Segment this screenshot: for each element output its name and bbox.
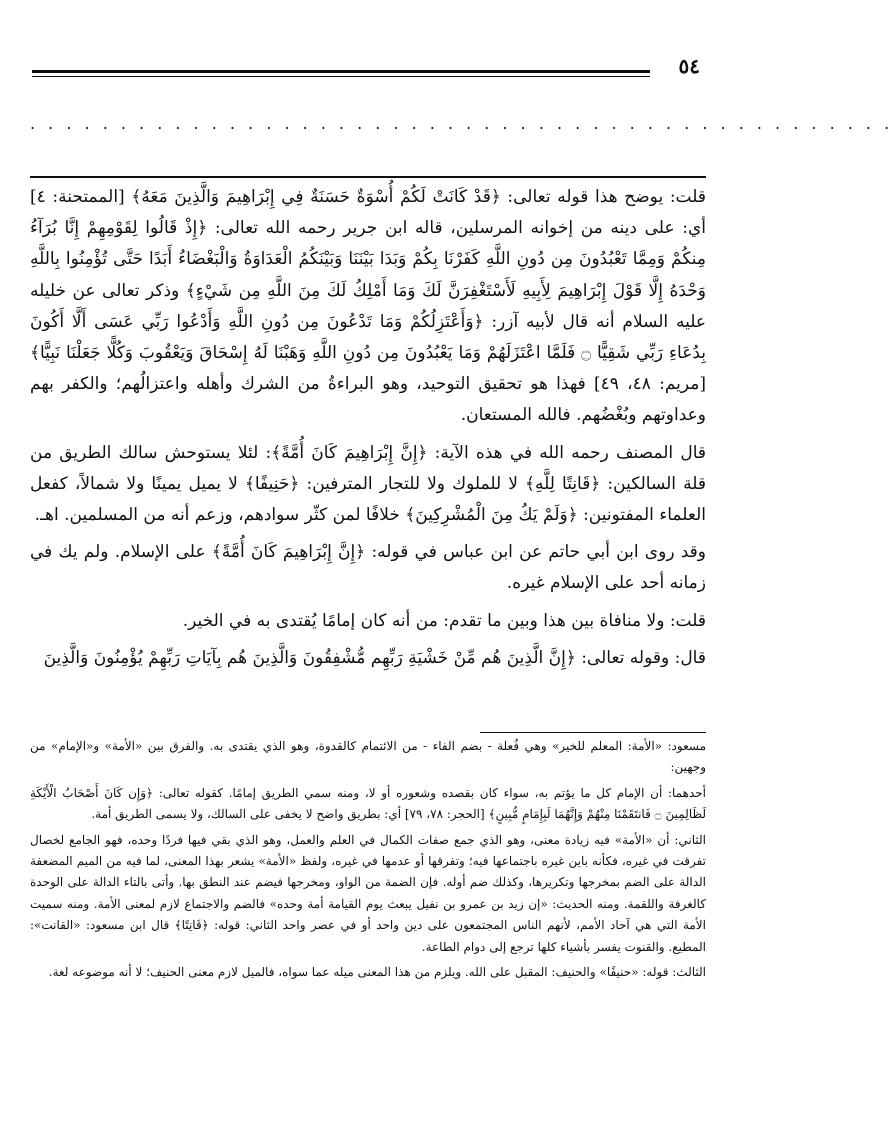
paragraph: وقد روى ابن أبي حاتم عن ابن عباس في قوله: ﴿إِنَّ إِبْرَاهِيمَ كَانَ أُمَّةً﴾ على الإسلام. ولم يك في زمانه أحد على الإسلام غيره. (30, 542, 706, 594)
page-number: ٥٤ (678, 54, 700, 78)
paragraph: قلت: ولا منافاة بين هذا وبين ما تقدم: من أنه كان إمامًا يُقتدى به في الخير. (182, 610, 706, 631)
footnote: الثالث: قوله: «حنيفًا» والحنيف: المقبل على الله. ويلزم من هذا المعنى ميله عما سواه، فالميل لازم معنى الحنيف؛ لا أنه موضوعه لغة. (48, 965, 706, 980)
paragraph: قلت: يوضح هذا قوله تعالى: ﴿قَدْ كَانَتْ لَكُمْ أُسْوَةٌ حَسَنَةٌ فِي إِبْرَاهِيمَ وَالَّذِينَ مَعَهُ﴾ [الممتحنة: ٤] أي: على دينه من إخوانه المرسلين، قاله ابن جرير رحمه الله تعالى: ﴿إِذْ قَالُوا لِقَوْمِهِمْ إِنَّا بُرَآءُ مِنكُمْ وَمِمَّا تَعْبُدُونَ مِن دُونِ اللَّهِ كَفَرْنَا بِكُمْ وَبَدَا بَيْنَنَا وَبَيْنَكُمُ الْعَدَاوَةُ وَالْبَغْضَاءُ أَبَدًا حَتَّى تُؤْمِنُوا بِاللَّهِ وَحْدَهُ إِلَّا قَوْلَ إِبْرَاهِيمَ لِأَبِيهِ لَأَسْتَغْفِرَنَّ لَكَ وَمَا أَمْلِكُ لَكَ مِنَ اللَّهِ مِن شَيْءٍ﴾ وذكر تعالى عن خليله عليه السلام أنه قال لأبيه آزر: ﴿وَأَعْتَزِلُكُمْ وَمَا تَدْعُونَ مِن دُونِ اللَّهِ وَأَدْعُوا رَبِّي عَسَى أَلَّا أَكُونَ بِدُعَاءِ رَبِّي شَقِيًّا ۝ فَلَمَّا اعْتَزَلَهُمْ وَمَا يَعْبُدُونَ مِن دُونِ اللَّهِ وَهَبْنَا لَهُ إِسْحَاقَ وَيَعْقُوبَ وَكُلًّا جَعَلْنَا نَبِيًّا﴾ [مريم: ٤٨، ٤٩] فهذا هو تحقيق التوحيد، وهو البراءةُ من الشرك وأهله واعتزالُهم؛ والكفر بهم وعداوتهم وبُغْضُهم. فالله المستعان. (30, 187, 707, 426)
footnote-rule (480, 732, 706, 733)
paragraph: قال المصنف رحمه الله في هذه الآية: ﴿إِنَّ إِبْرَاهِيمَ كَانَ أُمَّةً﴾: لئلا يستوحش سالك الطريق من قلة السالكين: ﴿قَانِتًا لِلَّهِ﴾ لا للملوك ولا للتجار المترفين: ﴿حَنِيفًا﴾ لا يميل يمينًا ولا شمالاً، كفعل العلماء المفتونين: ﴿وَلَمْ يَكُ مِنَ الْمُشْرِكِينَ﴾ خلافًا لمن كثّر سوادهم، وزعم أنه من المسلمين. اهـ. (30, 442, 706, 526)
footnote: الثاني: أن «الأمة» فيه زيادة معنى، وهو الذي جمع صفات الكمال في العلم والعمل، وهو الذي بقي فيها فردًا وحده، فهو الجامع لخصال تفرقت في غيره، فكأنه باين غيره باجتماعها فيه؛ وتفرقها أو عدمها في غيره، ولفظ «الأمة» يشعر بهذا المعنى، لما فيه من الميم المضعفة الدالة على الضم بمخرجها وتكريرها، وكذلك ضم أوله. فإن الضمة من الواو، ومخرجها فيضم عند النطق بها. وأتى بالتاء الدالة على الوحدة كالغرفة واللقمة. ومنه الحديث: «إن زيد بن عمرو بن نفيل يبعث يوم القيامة أمة وحده» فالضم والاجتماع لازم لمعنى الأمة. ومنه سميت الأمة التي هي آحاد الأمم، لأنهم الناس المجتمعون على دين واحد أو في عصر واحد الثاني: قوله: ﴿قَانِتًا﴾ قال ابن مسعود: «القانت»: المطيع. والقنوت يفسر بأشياء كلها ترجع إلى دوام الطاعة. (30, 832, 706, 954)
footnotes (30, 736, 706, 987)
header-rule (32, 70, 650, 73)
paragraph: قال: وقوله تعالى: ﴿إِنَّ الَّذِينَ هُم مِّنْ خَشْيَةِ رَبِّهِم مُّشْفِقُونَ وَالَّذِينَ هُم بِآيَاتِ رَبِّهِمْ يُؤْمِنُونَ وَالَّذِينَ (43, 647, 706, 668)
header-rule-thin (32, 76, 650, 77)
footnote: مسعود: «الأمة: المعلم للخير» وهي فُعلة - بضم الفاء - من الائتمام كالقدوة، وهو الذي يقتدى به. والفرق بين «الأمة» و«الإمام» من وجهين: (30, 739, 706, 775)
main-text (30, 182, 706, 680)
footnote: أحدهما: أن الإمام كل ما يؤتم به، سواء كان بقصده وشعوره أو لا، ومنه سمي الطريق إمامًا. كقوله تعالى: ﴿وَإِن كَانَ أَصْحَابُ الْأَيْكَةِ لَظَالِمِينَ ۝ فَانتَقَمْنَا مِنْهُمْ وَإِنَّهُمَا لَبِإِمَامٍ مُّبِينٍ﴾ [الحجر: ٧٨، ٧٩] أي: بطريق واضح لا يخفى على السالك، ولا يسمى الطريق أمة. (30, 785, 706, 822)
dotted-separator: . . . . . . . . . . . . . . . . . . . . . . . . . . . . . . . . . . . . . . . . . . . . . . . . (30, 114, 893, 133)
section-rule (30, 176, 706, 178)
